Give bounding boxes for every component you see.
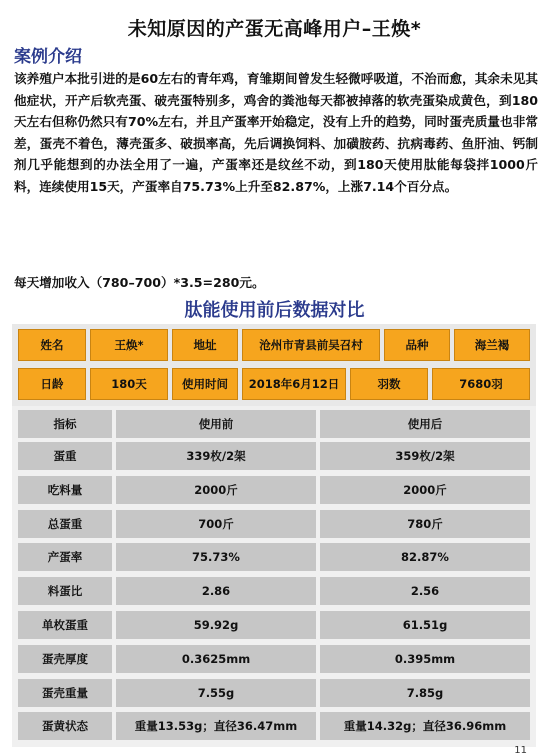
name-value: 王焕* [90,329,168,361]
header-metric: 指标 [18,410,112,438]
header-after: 使用后 [320,410,530,438]
row-after: 82.87% [320,543,530,571]
case-heading: 案例介绍 [14,47,82,67]
date-value: 2018年6月12日 [242,368,346,400]
age-label: 日龄 [18,368,86,400]
table-title: 肽能使用前后数据对比 [184,300,365,321]
row-before: 0.3625mm [116,645,316,673]
address-value: 沧州市青县前吴召村 [242,329,380,361]
case-description: 该养殖户本批引进的是60左右的青年鸡，育雏期间曾发生轻微呼吸道，不治而愈，其余未见其他症状，开产后软壳蛋、破壳蛋特别多，鸡舍的粪池每天都被掉落的软壳蛋染成黄色，到180天左右但称仍然只有70%左右，并且产蛋率开始稳定，没有上升的趋势，同时蛋壳质量也非常差，蛋壳不着色，薄壳蛋多、破损率高，先后调换饲料、加磺胺药、抗病毒药、鱼肝油、钙制剂几乎能想到的办法全用了一遍，产蛋率还是纹丝不动，到180天使用肽能每袋拌1000斤料，连续使用15天，产蛋率自75.73%上升至82.87%，上涨7.14个百分点。 [14,71,538,194]
row-metric: 蛋黄状态 [18,712,112,740]
row-metric: 蛋壳厚度 [18,645,112,673]
page-title: 未知原因的产蛋无高峰用户–王焕* [127,18,422,40]
row-after: 0.395mm [320,645,530,673]
row-metric: 吃料量 [18,476,112,504]
row-after: 61.51g [320,611,530,639]
row-metric: 蛋壳重量 [18,679,112,707]
row-after: 2.56 [320,577,530,605]
comparison-table [12,406,536,747]
row-after: 780斤 [320,510,530,538]
row-before: 75.73% [116,543,316,571]
row-after: 359枚/2架 [320,442,530,470]
row-before: 700斤 [116,510,316,538]
address-label: 地址 [172,329,238,361]
row-metric: 总蛋重 [18,510,112,538]
date-label: 使用时间 [172,368,238,400]
row-before: 重量13.53g；直径36.47mm [116,712,316,740]
row-after: 2000斤 [320,476,530,504]
row-after: 7.85g [320,679,530,707]
row-before: 339枚/2架 [116,442,316,470]
age-value: 180天 [90,368,168,400]
breed-label: 品种 [384,329,450,361]
header-before: 使用前 [116,410,316,438]
row-metric: 单枚蛋重 [18,611,112,639]
row-metric: 蛋重 [18,442,112,470]
info-panel [12,324,536,406]
name-label: 姓名 [18,329,86,361]
row-before: 59.92g [116,611,316,639]
row-before: 7.55g [116,679,316,707]
flock-value: 7680羽 [432,368,530,400]
row-before: 2000斤 [116,476,316,504]
breed-value: 海兰褐 [454,329,530,361]
row-after: 重量14.32g；直径36.96mm [320,712,530,740]
row-before: 2.86 [116,577,316,605]
row-metric: 料蛋比 [18,577,112,605]
income-line: 每天增加收入（780–700）*3.5=280元。 [14,275,265,290]
row-metric: 产蛋率 [18,543,112,571]
page-number: 11 [514,745,527,756]
flock-label: 羽数 [350,368,428,400]
